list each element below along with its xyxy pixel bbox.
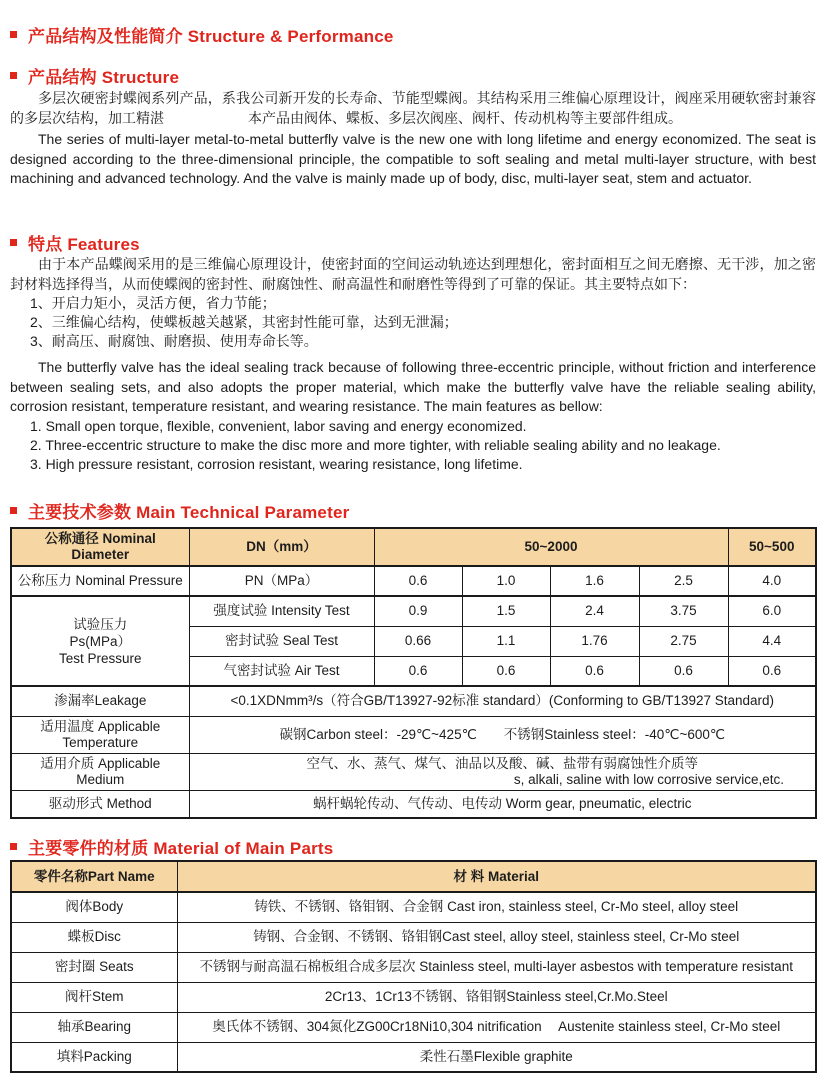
header-range-50-500: 50~500	[728, 528, 816, 566]
table-row	[11, 686, 816, 716]
air-value: 0.6	[728, 656, 816, 686]
seal-value: 1.1	[462, 626, 550, 656]
seal-value: 2.75	[639, 626, 728, 656]
table-row	[11, 528, 816, 566]
test-pressure-line2: Ps(MPa）	[69, 633, 131, 649]
intensity-value: 3.75	[639, 596, 728, 626]
header-nominal-diameter: 公称通径 Nominal Diameter	[11, 528, 189, 566]
section-title-technical-parameter	[10, 498, 816, 523]
red-square-bullet-icon	[10, 72, 17, 79]
features-paragraph-english: The butterfly valve has the ideal sealing track because of following three-eccentric principle, without friction and interference between sealing sets, and also adopts the proper material, which make the butterfly valve have the reliable sealing ability, corrosion resistant, temperature resistant, and wearing resistance. The main features as bellow:	[10, 359, 816, 414]
medium-value	[189, 753, 816, 790]
air-value: 0.6	[639, 656, 728, 686]
feature-item-cn-1: 1、开启力矩小，灵活方便，省力节能；	[30, 295, 276, 311]
air-value: 0.6	[374, 656, 462, 686]
label-pn-mpa: PN（MPa）	[189, 566, 374, 596]
label-intensity-test: 强度试验 Intensity Test	[189, 596, 374, 626]
part-stem: 阀杆Stem	[11, 982, 177, 1012]
part-bearing: 轴承Bearing	[11, 1012, 177, 1042]
features-english-block	[10, 358, 816, 474]
section-title-structure	[10, 63, 816, 88]
table-row	[11, 753, 816, 790]
section-title-material-main-parts	[10, 834, 816, 859]
label-applicable-temperature: 适用温度 Applicable Temperature	[11, 716, 189, 753]
red-square-bullet-icon	[10, 507, 17, 514]
label-air-test: 气密封试验 Air Test	[189, 656, 374, 686]
intensity-value: 1.5	[462, 596, 550, 626]
pn-value: 0.6	[374, 566, 462, 596]
section-title-text: 产品结构及性能简介 Structure & Performance	[28, 27, 394, 46]
features-paragraph-chinese: 由于本产品蝶阀采用的是三维偏心原理设计，使密封面的空间运动轨迹达到理想化，密封面相互之间无磨擦、无干涉，加之密封材料选择得当，从而使蝶阀的密封性、耐腐蚀性、耐高温性和耐磨性等得到了可靠的保证。其主要特点如下：	[10, 256, 816, 292]
table-row	[11, 790, 816, 818]
structure-paragraph-english: The series of multi-layer metal-to-metal butterfly valve is the new one with long lifetime and energy economized. The seat is designed according to the three-dimensional principle, the compatible to soft sealing and metal multi-layer structure, with best machining and advanced technology. And the valve is mainly made up of body, disc, multi-layer seat, stem and actuator.	[10, 131, 816, 186]
section-title-text: 主要零件的材质 Material of Main Parts	[28, 839, 334, 858]
section-title-text: 主要技术参数 Main Technical Parameter	[28, 503, 350, 522]
red-square-bullet-icon	[10, 31, 17, 38]
header-dn-mm: DN（mm）	[189, 528, 374, 566]
red-square-bullet-icon	[10, 843, 17, 850]
feature-item-cn-2: 2、三维偏心结构，使蝶板越关越紧，其密封性能可靠，达到无泄漏；	[30, 314, 458, 330]
table-row	[11, 952, 816, 982]
label-applicable-medium: 适用介质 Applicable Medium	[11, 753, 189, 790]
table-row	[11, 982, 816, 1012]
pn-value: 4.0	[728, 566, 816, 596]
seal-value: 1.76	[550, 626, 639, 656]
section-title-text: 特点 Features	[28, 235, 140, 254]
material-table	[10, 860, 817, 1073]
table-row	[11, 922, 816, 952]
intensity-value: 6.0	[728, 596, 816, 626]
part-body: 阀体Body	[11, 892, 177, 922]
label-drive-method: 驱动形式 Method	[11, 790, 189, 818]
table-row	[11, 1042, 816, 1072]
method-value: 蜗杆蜗轮传动、气传动、电传动 Worm gear, pneumatic, electric	[189, 790, 816, 818]
section-title-structure-performance	[10, 22, 816, 47]
header-range-50-2000: 50~2000	[374, 528, 728, 566]
material-stem: 2Cr13、1Cr13不锈钢、铬钼钢Stainless steel,Cr.Mo.Steel	[177, 982, 816, 1012]
test-pressure-line1: 试验压力	[73, 616, 128, 632]
header-material: 材 料 Material	[177, 861, 816, 892]
features-chinese-block	[10, 255, 816, 351]
table-row	[11, 716, 816, 753]
material-seats: 不锈钢与耐高温石棉板组合成多层次 Stainless steel, multi-layer asbestos with temperature resistant	[177, 952, 816, 982]
material-disc: 铸钢、合金钢、不锈钢、铬钼钢Cast steel, alloy steel, stainless steel, Cr-Mo steel	[177, 922, 816, 952]
intensity-value: 0.9	[374, 596, 462, 626]
part-packing: 填料Packing	[11, 1042, 177, 1072]
feature-item-en-1: 1. Small open torque, flexible, convenient, labor saving and energy economized.	[30, 417, 527, 434]
temperature-value: 碳钢Carbon steel：-29℃~425℃ 不锈钢Stainless steel：-40℃~600℃	[189, 716, 816, 753]
pn-value: 1.0	[462, 566, 550, 596]
label-leakage: 渗漏率Leakage	[11, 686, 189, 716]
table-row	[11, 596, 816, 626]
red-square-bullet-icon	[10, 239, 17, 246]
section-title-text: 产品结构 Structure	[28, 68, 180, 87]
table-row	[11, 566, 816, 596]
part-seats: 密封圈 Seats	[11, 952, 177, 982]
air-value: 0.6	[462, 656, 550, 686]
medium-line1: 空气、水、蒸气、煤气、油品以及酸、碱、盐带有弱腐蚀性介质等	[306, 755, 698, 771]
table-row	[11, 861, 816, 892]
pn-value: 1.6	[550, 566, 639, 596]
material-packing: 柔性石墨Flexible graphite	[177, 1042, 816, 1072]
table-row	[11, 1012, 816, 1042]
label-nominal-pressure: 公称压力 Nominal Pressure	[11, 566, 189, 596]
seal-value: 4.4	[728, 626, 816, 656]
air-value: 0.6	[550, 656, 639, 686]
table-row	[11, 892, 816, 922]
material-bearing: 奥氏体不锈钢、304氮化ZG00Cr18Ni10,304 nitrification Austenite stainless steel, Cr-Mo steel	[177, 1012, 816, 1042]
feature-item-cn-3: 3、耐高压、耐腐蚀、耐磨损、使用寿命长等。	[30, 333, 318, 349]
medium-line2: s, alkali, saline with low corrosive service,etc.	[513, 771, 784, 787]
intensity-value: 2.4	[550, 596, 639, 626]
material-body: 铸铁、不锈钢、铬钼钢、合金钢 Cast iron, stainless steel, Cr-Mo steel, alloy steel	[177, 892, 816, 922]
label-test-pressure	[11, 596, 189, 686]
header-part-name: 零件名称Part Name	[11, 861, 177, 892]
feature-item-en-2: 2. Three-eccentric structure to make the disc more and more tighter, with reliable sealing ability and no leakage.	[30, 436, 721, 453]
test-pressure-line3: Test Pressure	[58, 650, 142, 666]
leakage-value: <0.1XDNmm³/s（符合GB/T13927-92标准 standard）(Conforming to GB/T13927 Standard)	[189, 686, 816, 716]
technical-parameter-table	[10, 527, 817, 819]
section-title-features	[10, 230, 816, 255]
feature-item-en-3: 3. High pressure resistant, corrosion resistant, wearing resistance, long lifetime.	[30, 455, 523, 472]
pn-value: 2.5	[639, 566, 728, 596]
structure-paragraph-chinese: 多层次硬密封蝶阀系列产品，系我公司新开发的长寿命、节能型蝶阀。其结构采用三维偏心原理设计，阀座采用硬软密封兼容的多层次结构，加工精湛 本产品由阀体、蝶板、多层次阀座、阀杆、传动机构等主要部件组成。	[10, 90, 816, 126]
seal-value: 0.66	[374, 626, 462, 656]
label-seal-test: 密封试验 Seal Test	[189, 626, 374, 656]
part-disc: 蝶板Disc	[11, 922, 177, 952]
